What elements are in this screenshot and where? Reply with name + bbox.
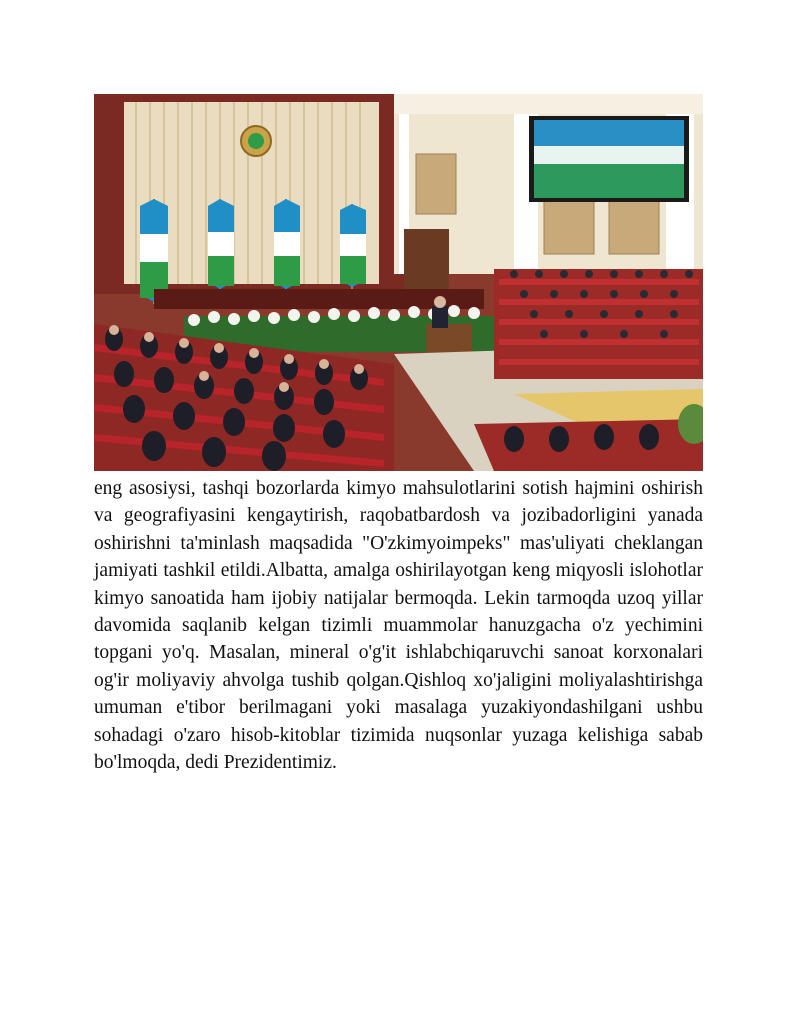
article-photo [94, 94, 703, 471]
parliament-hall-illustration [94, 94, 703, 471]
article-paragraph: eng asosiysi, tashqi bozorlarda kimyo mahsulotlarini sotish hajmini oshirish va geografiyasini kengaytirish, raqobatbardosh va jozibadorligini yanada oshirishni ta'minlash maqsadida "O'zkimyoimpeks" mas'uliyati cheklangan jamiyati tashkil etildi.Albatta, amalga oshirilayotgan keng miqyosli islohotlar kimyo sanoatida ham ijobiy natijalar bermoqda. Lekin tarmoqda uzoq yillar davomida saqlanib kelgan tizimli muammolar hanuzgacha o'z yechimini topgani yo'q. Masalan, mineral o'g'it ishlabchiqaruvchi sanoat korxonalari og'ir moliyaviy ahvolga tushib qolgan.Qishloq xo'jaligini moliyalashtirishga umuman e'tibor berilmagani yoki masalaga yuzakiyondashilgani ushbu sohadagi o'zaro hisob-kitoblar tizimida nuqsonlar yuzaga kelishiga sabab bo'lmoqda, dedi Prezidentimiz. [94, 478, 703, 774]
